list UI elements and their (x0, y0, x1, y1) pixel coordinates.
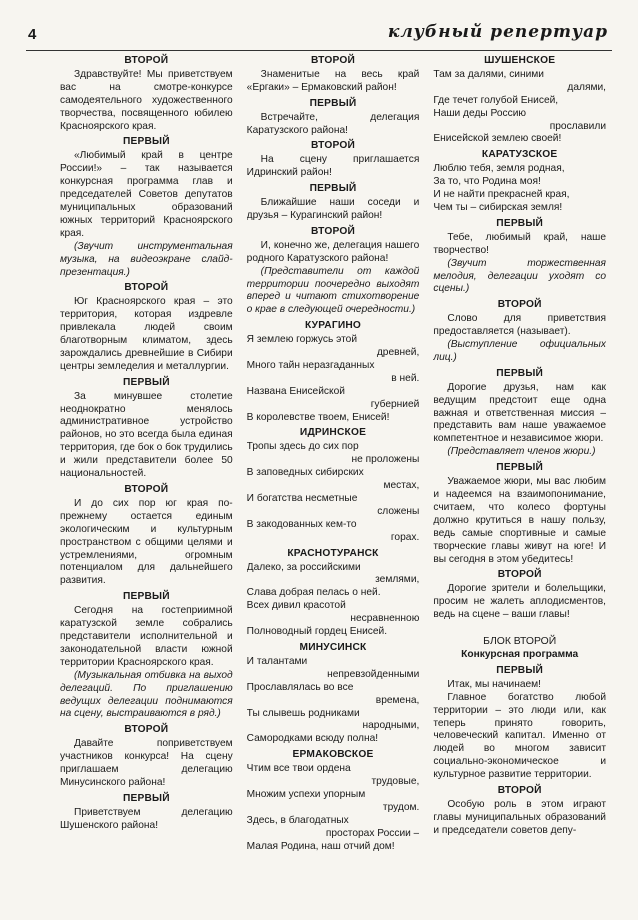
verse-line: За то, что Родина моя! (433, 176, 541, 188)
verse-line-right: местах, (383, 480, 420, 492)
speaker-label: ВТОРОЙ (311, 140, 355, 152)
stage-direction: (Звучит торжественная мелодия, делегации уходят со сцены.) (433, 257, 607, 295)
speaker-label: ПЕРВЫЙ (122, 376, 170, 388)
paragraph: Встречайте, делегация Каратузского района! (246, 111, 420, 136)
verse-line: Всех дивил красотой (246, 600, 346, 612)
paragraph: Итак, мы начинаем! (447, 678, 542, 690)
paragraph: Слово для приветствия предоставляется (называет). (433, 313, 607, 338)
verse-line: Далеко, за российскими (246, 561, 361, 573)
paragraph: Ближайшие наши соседи и друзья – Курагинский район! (246, 197, 420, 221)
paragraph: Тебе, любимый край, наше творчество! (433, 231, 607, 256)
verse-line-right: горах. (390, 531, 420, 543)
verse-line: В заповедных сибирских (246, 467, 364, 479)
speaker-label: КРАСНОТУРАНСК (287, 547, 379, 559)
verse-line: Где течет голубой Енисей, (433, 94, 559, 106)
speaker-label: ВТОРОЙ (311, 225, 355, 237)
block-subtitle: Конкурсная программа (461, 648, 579, 660)
speaker-label: ПЕРВЫЙ (122, 591, 170, 603)
paragraph: Здравствуйте! Мы приветствуем вас на смотре-конкурсе самодеятельного художественного творчества, посвященного юбилею Красноярского края. (60, 68, 233, 132)
paragraph: Дорогие друзья, нам как ведущим предстоит еще одна важная и ответственная миссия – представить вам наше уважаемое компетентное и независимое жюри. (433, 381, 607, 445)
page-header (26, 20, 612, 51)
section-title: клубный репертуар (387, 22, 608, 42)
verse-line-right: трудовые, (371, 776, 420, 788)
verse-line-right: непревзойденными (327, 668, 420, 680)
stage-direction: (Звучит инструментальная музыка, на видеоэкране слайд-презентация.) (60, 240, 233, 278)
verse-line: И талантами (246, 655, 308, 667)
verse-line-right: народными, (362, 720, 420, 732)
verse-line: Там за далями, синими (433, 68, 544, 80)
speaker-label: ПЕРВЫЙ (122, 136, 170, 148)
stage-direction: (Представители от каждой территории поочередно выходят вперед и читают стихотворение о крае в следующей очередности.) (246, 265, 420, 316)
verse-line-right: сложены (377, 505, 420, 517)
verse-line: И не найти прекрасней края, (433, 189, 570, 201)
verse-line: Малая Родина, наш отчий дом! (246, 840, 395, 852)
verse-line-right: землями, (375, 574, 420, 586)
verse-line: Чем ты – сибирская земля! (433, 201, 563, 213)
verse-line: Слава добрая пелась о ней. (246, 587, 381, 599)
verse-line: Множим успехи упорным (246, 788, 366, 800)
verse-line: Названа Енисейской (246, 385, 345, 397)
column-3 (433, 52, 606, 914)
speaker-label: ПЕРВЫЙ (496, 664, 544, 676)
speaker-label: ПЕРВЫЙ (309, 183, 357, 195)
paragraph: Приветствуем делегацию Шушенского района! (60, 806, 233, 831)
speaker-label: ПЕРВЫЙ (496, 217, 544, 229)
speaker-label: ИДРИНСКОЕ (299, 427, 367, 439)
verse-line: Я землею горжусь этой (246, 334, 358, 346)
column-1 (60, 52, 233, 914)
speaker-label: ПЕРВЫЙ (122, 792, 170, 804)
verse-line: Наши деды Россию (433, 107, 527, 119)
paragraph: Знаменитые на весь край «Ергаки» – Ермаковский район! (246, 68, 420, 93)
paragraph: Юг Красноярского края – это территория, которая издревле привлекала людей своим благотворным климатом, здесь зарождались древнейшие в Сибири центры земледелия и металлургии. (60, 296, 233, 372)
verse-line-right: далями, (567, 81, 607, 93)
verse-line-right: несравненною (350, 613, 420, 625)
verse-line: И богатства несметные (246, 493, 358, 504)
paragraph: Сегодня на гостеприимной каратузской земле собрались представители исполнительной и законодательной власти южной территории Красноярского края. (60, 605, 233, 668)
verse-line: Много тайн неразгаданных (246, 359, 375, 371)
verse-line-right: губернией (370, 398, 420, 410)
verse-line-right: в ней. (391, 372, 420, 384)
verse-line: Прославлялась во все (246, 681, 354, 693)
speaker-label: ВТОРОЙ (497, 299, 542, 311)
speaker-label: ПЕРВЫЙ (309, 97, 357, 109)
speaker-label: ШУШЕНСКОЕ (484, 55, 556, 66)
page-number: 4 (28, 26, 37, 43)
verse-line-right: просторах России – (325, 827, 420, 839)
stage-direction: (Музыкальная отбивка на выход делегаций. По приглашению ведущих делегации поднимаются на сцену, выстраиваются в ряд.) (60, 669, 233, 720)
speaker-label: ПЕРВЫЙ (496, 367, 544, 379)
verse-line: Здесь, в благодатных (246, 814, 349, 826)
paragraph: На сцену приглашается Идринский район! (246, 154, 420, 179)
verse-line-right: прославили (549, 120, 607, 132)
verse-line: В королевстве твоем, Енисей! (246, 411, 390, 423)
column-2 (247, 52, 420, 914)
paragraph: Главное богатство любой территории – это люди или, как теперь принято говорить, человеческий капитал. Именно от людей во многом зависит социально-экономическое и культурное развитие территории. (433, 691, 607, 781)
verse-line: Полноводный гордец Енисей. (246, 626, 388, 638)
text-columns (60, 52, 606, 914)
speaker-label: ВТОРОЙ (497, 569, 542, 581)
paragraph: Уважаемое жюри, мы вас любим и надеемся на взаимопонимание, считаем, что колесо фортуны должно крутиться в нашу пользу, ведь самые спортивные и самые творческие главы живут на юге! И вы сегодня в этом убедитесь! (433, 476, 607, 565)
verse-line-right: не проложены (351, 454, 420, 466)
verse-line: Ты слывешь родниками (246, 707, 360, 719)
paragraph: За минувшее столетие неоднократно менялось административное устройство районов, но это всегда была единая территория, где бок о бок трудились и жили представители более 50 национальностей. (60, 390, 233, 480)
speaker-label: ЕРМАКОВСКОЕ (292, 749, 374, 761)
speaker-label: ПЕРВЫЙ (496, 462, 544, 474)
paragraph: «Любимый край в центре России!» – так называется конкурсная программа глав и председателей Советов депутатов муниципальных образований южных территорий Красноярского края. (60, 150, 233, 239)
paragraph: Давайте поприветствуем участников конкурса! На сцену приглашаем делегацию Минусинского района! (60, 738, 233, 788)
verse-line-right: времена, (375, 694, 420, 706)
verse-line-right: древней, (376, 347, 420, 359)
verse-line: В закодованных кем-то (246, 518, 357, 530)
stage-direction: (Выступление официальных лиц.) (433, 339, 607, 363)
speaker-label: ВТОРОЙ (124, 282, 169, 294)
verse-line: Чтим все твои ордена (246, 763, 351, 775)
paragraph: Дорогие зрители и болельщики, просим не жалеть аплодисментов, ведь на сцене – ваши главы! (433, 583, 607, 621)
speaker-label: ВТОРОЙ (124, 484, 169, 495)
speaker-label: ВТОРОЙ (311, 55, 355, 66)
speaker-label: ВТОРОЙ (124, 724, 169, 736)
speaker-label: ВТОРОЙ (497, 785, 542, 797)
speaker-label: МИНУСИНСК (299, 641, 367, 653)
paragraph: И до сих пор юг края по-прежнему остается единым экологическим и культурным пространством с общими целями и устремлениями, огромным потенциалом для дальнейшего развития. (60, 497, 233, 587)
speaker-label: КУРАГИНО (304, 320, 362, 332)
verse-line: Енисейской землею своей! (433, 133, 562, 145)
verse-line: Люблю тебя, земля родная, (433, 163, 565, 175)
paragraph: Особую роль в этом играют главы муниципальных образований и председатели советов депу- (433, 798, 607, 836)
stage-direction: (Представляет членов жюри.) (447, 446, 596, 458)
speaker-label: КАРАТУЗСКОЕ (481, 149, 558, 161)
speaker-label: ВТОРОЙ (124, 55, 169, 66)
verse-line-right: трудом. (382, 801, 420, 813)
verse-line: Самородками всюду полна! (246, 733, 379, 745)
verse-line: Тропы здесь до сих пор (246, 441, 359, 453)
paragraph: И, конечно же, делегация нашего родного Каратузского района! (246, 239, 420, 264)
block-title: БЛОК ВТОРОЙ (483, 636, 557, 648)
